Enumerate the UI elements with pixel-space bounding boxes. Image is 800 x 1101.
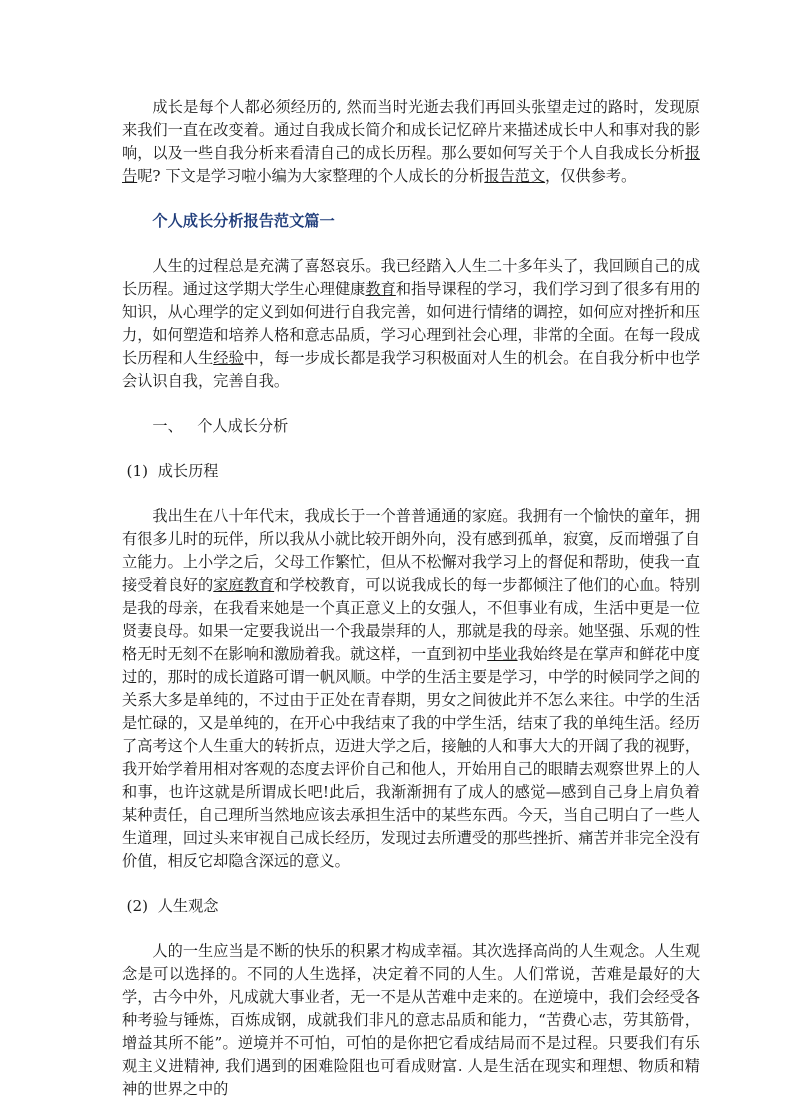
subsection-title-growth-history: (1) 成长历程 <box>126 462 219 480</box>
section-title-growth-analysis: 一、 个人成长分析 <box>152 417 289 435</box>
paragraph-growth-history: 我出生在八十年代末，我成长于一个普普通通的家庭。我拥有一个愉快的童年，拥有很多儿时的玩伴，所以我从小就比较开朗外向，没有感到孤单，寂寞，反而增强了自立能力。上小学之后，父母工作繁忙，但从不松懈对我学习上的督促和帮助，使我一直接受着良好的家庭教育和学校教育，可以说我成长的每一步都倾注了他们的心血。特别是我的母亲，在我看来她是一个真正意义上的女强人，不但事业有成，生活中更是一位贤妻良母。如果一定要我说出一个我最崇拜的人，那就是我的母亲。她坚强、乐观的性格无时无刻不在影响和激励着我。就这样，一直到初中毕业我始终是在掌声和鲜花中度过的，那时的成长道路可谓一帆风顺。中学的生活主要是学习，中学的时候同学之间的关系大多是单纯的，不过由于正处在青春期，男女之间彼此并不怎么来往。中学的生活是忙碌的，又是单纯的，在开心中我结束了我的中学生活，结束了我的单纯生活。经历了高考这个人生重大的转折点，迈进大学之后，接触的人和事大大的开阔了我的视野，我开始学着用相对客观的态度去评价自己和他人，开始用自己的眼睛去观察世界上的人和事，也许这就是所谓成长吧!此后，我渐渐拥有了成人的感觉—感到自己身上肩负着某种责任，自己理所当然地应该去承担生活中的某些东西。今天，当自己明白了一些人生道理，回过头来审视自己成长经历，发现过去所遭受的那些挫折、痛苦并非完全没有价值，相反它却隐含深远的意义。 <box>122 507 701 870</box>
link-family-education[interactable]: 家庭教育 <box>213 576 275 594</box>
link-graduation[interactable]: 毕业 <box>487 645 518 663</box>
paragraph-life-view: 人的一生应当是不断的快乐的积累才构成幸福。其次选择高尚的人生观念。人生观念是可以选择的。不同的人生选择，决定着不同的人生。人们常说，苦难是最好的大学，古今中外，凡成就大事业者，无一不是从苦难中走来的。在逆境中，我们会经受各种考验与锤炼，百炼成钢，成就我们非凡的意志品质和能力，“苦费心志，劳其筋骨，增益其所不能”。逆境并不可怕，可怕的是你把它看成结局而不是过程。只要我们有乐观主义进精神, 我们遇到的困难险阻也可看成财富. 人是生活在现实和理想、物质和精神的世界之中的 <box>122 942 700 1098</box>
document-page <box>122 96 700 1101</box>
link-report[interactable]: 报告 <box>122 144 700 185</box>
link-experience[interactable]: 经验 <box>213 349 244 367</box>
intro-paragraph: 成长是每个人都必须经历的, 然而当时光逝去我们再回头张望走过的路时，发现原来我们一直在改变着。通过自我成长简介和成长记忆碎片来描述成长中人和事对我的影响，以及一些自我分析来看清自己的成长历程。那么要如何写关于个人自我成长分析报告呢? 下文是学习啦小编为大家整理的个人成长的分析报告范文，仅供参考。 <box>122 98 700 185</box>
section-heading: 个人成长分析报告范文篇一 <box>152 212 335 230</box>
paragraph-intro-life: 人生的过程总是充满了喜怒哀乐。我已经踏入人生二十多年头了，我回顾自己的成长历程。通过这学期大学生心理健康教育和指导课程的学习，我们学习到了很多有用的知识，从心理学的定义到如何进行自我完善，如何进行情绪的调控，如何应对挫折和压力，如何塑造和培养人格和意志品质，学习心理到社会心理，非常的全面。在每一段成长历程和人生经验中，每一步成长都是我学习积极面对人生的机会。在自我分析中也学会认识自我，完善自我。 <box>122 257 701 390</box>
link-report-sample[interactable]: 报告范文 <box>484 167 546 185</box>
link-education[interactable]: 教育 <box>365 280 396 298</box>
subsection-title-life-view: (2) 人生观念 <box>126 897 219 915</box>
